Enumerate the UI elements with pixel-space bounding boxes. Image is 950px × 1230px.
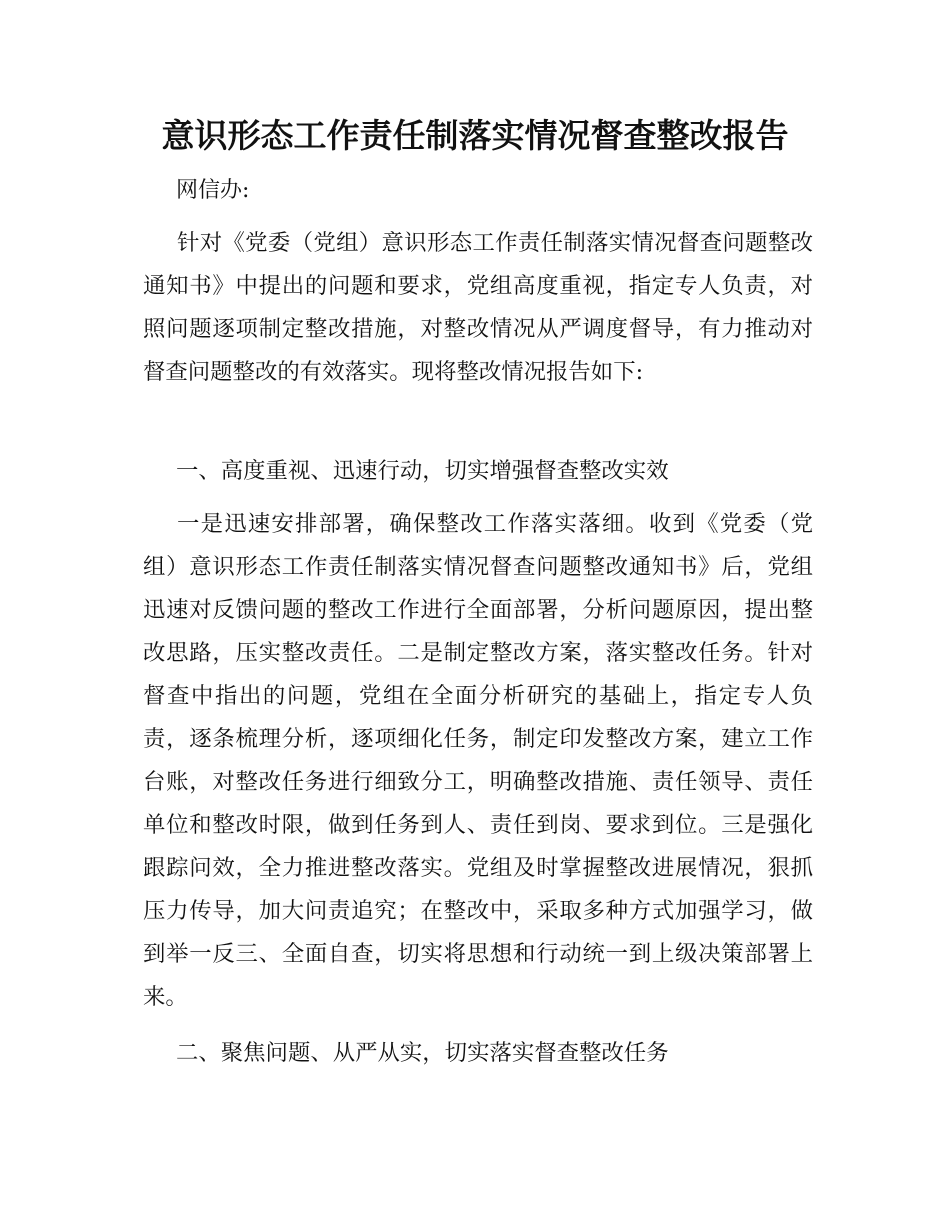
- salutation: 网信办:: [176, 178, 250, 203]
- document-title: 意识形态工作责任制落实情况督查整改报告: [161, 116, 789, 155]
- section-2-heading: 二、聚焦问题、从严从实，切实落实督查整改任务: [176, 1040, 669, 1066]
- section-1-heading: 一、高度重视、迅速行动，切实增强督查整改实效: [176, 458, 669, 484]
- section-1-paragraph: 一是迅速安排部署，确保整改工作落实落细。收到《党委（党组）意识形态工作责任制落实情况督查问题整改通知书》后，党组迅速对反馈问题的整改工作进行全面部署，分析问题原因，提出整改思路，压实整改责任。二是制定整改方案，落实整改任务。针对督查中指出的问题，党组在全面分析研究的基础上，指定专人负责，逐条梳理分析，逐项细化任务，制定印发整改方案，建立工作台账，对整改任务进行细致分工，明确整改措施、责任领导、责任单位和整改时限，做到任务到人、责任到岗、要求到位。三是强化跟踪问效，全力推进整改落实。党组及时掌握整改进展情况，狠抓压力传导，加大问责追究；在整改中，采取多种方式加强学习，做到举一反三、全面自查，切实将思想和行动统一到上级决策部署上来。: [143, 511, 813, 1010]
- intro-paragraph: 针对《党委（党组）意识形态工作责任制落实情况督查问题整改通知书》中提出的问题和要求，党组高度重视，指定专人负责，对照问题逐项制定整改措施，对整改情况从严调度督导，有力推动对督查问题整改的有效落实。现将整改情况报告如下:: [143, 230, 813, 385]
